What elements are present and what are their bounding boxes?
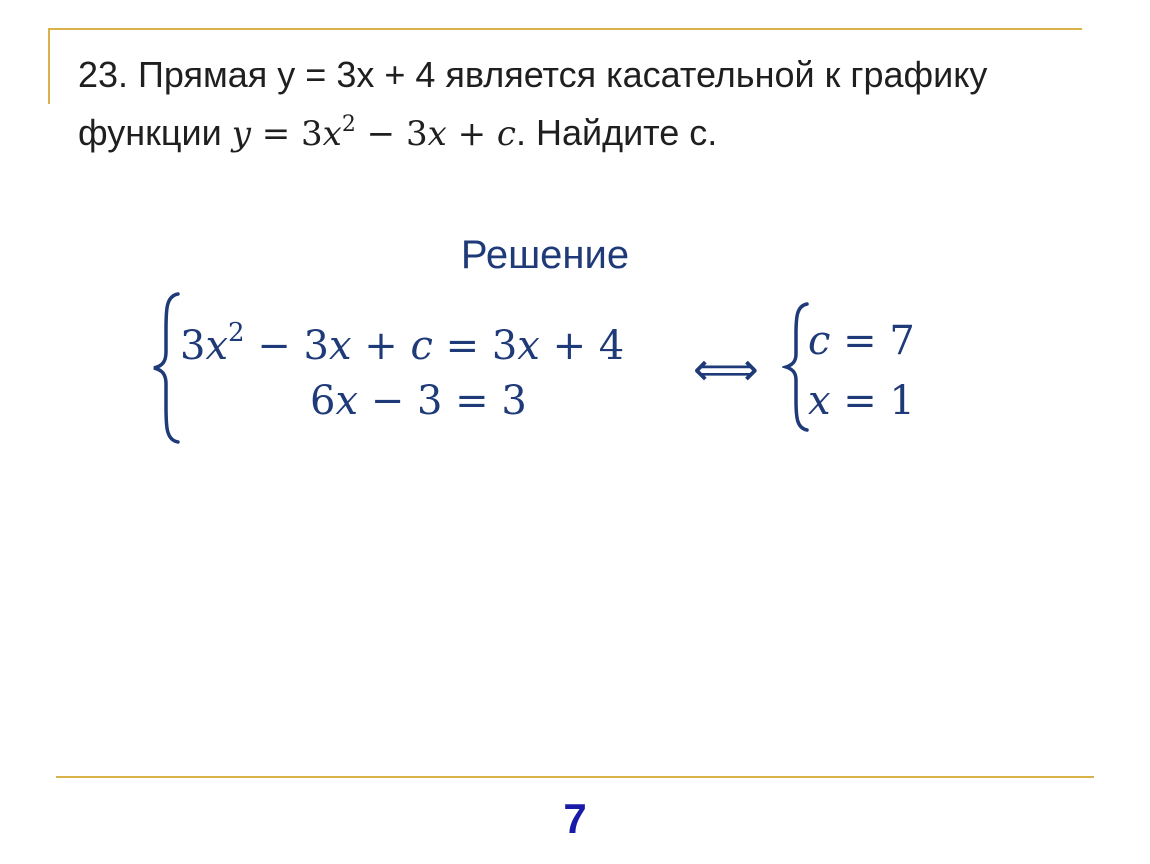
right-eq2-rest: = 1: [830, 378, 915, 424]
eq1-rhs-const: + 4: [539, 323, 625, 369]
eq1-x2: x: [328, 323, 352, 369]
top-border-line: [48, 28, 1082, 30]
right-eq1-rest: = 7: [830, 318, 915, 364]
eq1-x: x: [205, 323, 229, 369]
left-system-brace: [150, 290, 184, 446]
formula-plus: +: [446, 114, 497, 154]
footer-divider: [56, 776, 1094, 778]
eq1-plus: +: [351, 323, 411, 369]
solution-title: Решение: [460, 233, 630, 277]
eq2-rest: − 3 = 3: [358, 378, 527, 424]
problem-line-2-prefix: функции: [78, 112, 232, 153]
function-formula: [232, 114, 516, 154]
formula-y: y: [231, 114, 251, 154]
formula-minus-term: − 3: [355, 114, 428, 154]
eq1-rhs: = 3: [432, 323, 518, 369]
formula-x2: x: [427, 114, 447, 154]
eq1-x3: x: [517, 323, 540, 369]
right-eq1-var: c: [808, 318, 831, 364]
problem-line-1: 23. Прямая y = 3x + 4 является касательной к графику: [78, 54, 988, 95]
formula-c: c: [496, 114, 516, 154]
eq1-exponent: 2: [228, 318, 245, 348]
system-left-eq1: [180, 318, 624, 369]
eq2-x: x: [335, 378, 359, 424]
formula-eq: = 3: [250, 114, 323, 154]
system-left-eq2: [310, 378, 527, 424]
formula-x: x: [322, 114, 342, 154]
problem-line-2-suffix: . Найдите c.: [515, 112, 718, 153]
eq2-coef: 6: [310, 378, 336, 424]
system-right-eq1: [808, 318, 915, 364]
right-eq2-var: x: [808, 378, 831, 424]
problem-statement: [78, 50, 1088, 159]
left-border-line: [48, 28, 50, 104]
formula-exponent: 2: [341, 112, 356, 137]
equivalence-arrow-icon: ⟺: [693, 342, 759, 396]
page-number: 7: [563, 795, 587, 842]
problem-line-2: [78, 100, 1088, 159]
eq1-coef: 3: [180, 323, 206, 369]
eq1-c: c: [410, 323, 433, 369]
system-right-eq2: [808, 378, 915, 424]
eq1-minus-term: − 3: [244, 323, 329, 369]
